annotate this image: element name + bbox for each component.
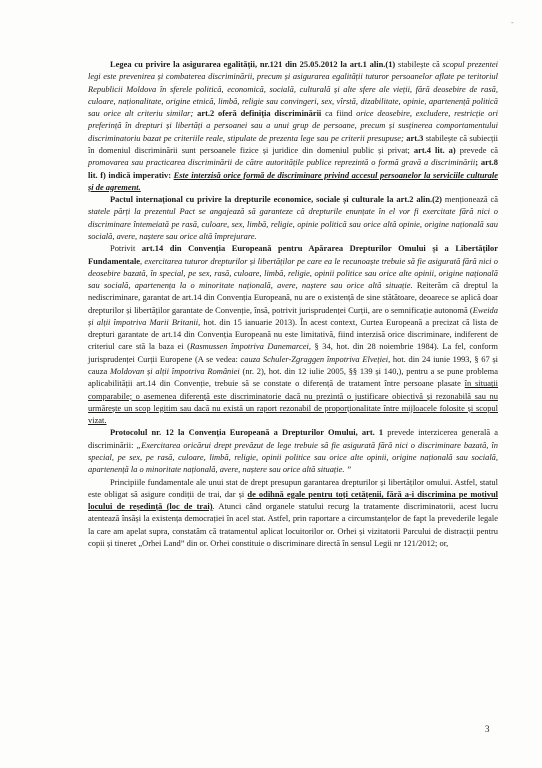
- emphasized-text: de odihnă egale pentru toți cetățenii, fără a-i discrimina pe motivul locului de reședință (loc de trai): [88, 488, 498, 512]
- article-reference: ; art.8 lit. f) indică imperativ:: [88, 157, 498, 180]
- case-name: Eweida și alții împotriva Marii Britanii: [88, 304, 498, 327]
- convention-reference: art.14 din Convenția Europeană pentru Apărarea Drepturilor Omului și a Libertăților Fundamentale: [88, 243, 498, 266]
- paragraph-fundamental-principles: [88, 476, 498, 550]
- case-name: Moldovan și alții împotriva României: [109, 366, 240, 377]
- protocol-reference: Protocolul nr. 12 la Convenția Europeană a Drepturilor Omului, art. 1: [110, 427, 384, 438]
- paragraph-equality-law: [88, 58, 498, 193]
- text: prevede interzicerea generală a discriminării:: [88, 427, 499, 450]
- text: Principiile fundamentale ale unui stat de drept presupun garantarea drepturilor și libertăților omului. Astfel, statul este obligat să asigure condiții de trai, dar și: [88, 476, 498, 499]
- text: prevede că: [455, 144, 498, 155]
- case-name: Rasmussen împotriva Danemarcei: [189, 341, 309, 352]
- article-reference: art.3: [403, 132, 424, 143]
- case-name: cauza Schuler-Zgraggen împotriva Elveției: [240, 353, 389, 364]
- text: , § 34, hot. din 28 noiembrie 1984). La fel, conform jurisprudenței Curții Europene (A se vedea:: [88, 341, 498, 364]
- text: ,: [140, 255, 145, 266]
- page-number: 3: [485, 724, 490, 734]
- text: stabilește că: [395, 59, 443, 69]
- document-body: [88, 58, 498, 549]
- text: Reiterăm că dreptul la nediscriminare, garantat de art.14 din Convenția Europeană, nu are o existență de sine stătătoare, deoarece se aplică doar drepturilor și libertăților garantate de Convenție, însă, potrivit jurisprudenței Curții, are o semnificație autonomă (: [88, 280, 498, 315]
- text: , hot. din 15 ianuarie 2013). În acest context, Curtea Europeană a precizat că lista de drepturi garantate de art.14 din Convenția Europeană nu este limitativă, fiind interzisă orice discriminare, indiferent de criteriul care stă la baza ei (: [88, 316, 498, 352]
- text: . Atunci când organele statului recurg la tratamente discriminatorii, acest lucru atentează însăși la existența democrației în acel stat. Astfel, prin raportare a circumstanțelor de fapt la prevederile legale la care am apelat supra, constatăm că tratamentul aplicat locuitorilor or. Orhei și vizitatorii Parcului de distracții pentru copii și tineret „Orhei Land” din or. Orhei constituie o discriminare directă în sensul Legii nr 121/2012; or,: [88, 501, 498, 548]
- quote: scopul prezentei legi este prevenirea și combaterea discriminării, precum și asigurarea egalității tuturor persoanelor aflate pe teritoriul Republicii Moldova în sferele politică, economică, socială, culturală și alte sfere ale vieții, fără deosebire de rasă, culoare, naționalitate, origine etnică, limbă, religie sau convingeri, sex, vîrstă, dizabilitate, opinie, apartenență politică sau orice alt criteriu similar;: [88, 59, 498, 119]
- corner-mark: -: [511, 18, 514, 27]
- text: stabilește că subiecții în domeniul discriminării sunt persoanele fizice și juridice din domeniul public și privat;: [88, 132, 498, 155]
- pact-reference: Pactul internațional cu privire la drepturile economice, sociale și culturale la art.2 alin.(2): [110, 194, 442, 205]
- text: menționează că: [441, 194, 499, 205]
- text: Potrivit: [110, 243, 142, 254]
- paragraph-protocol-12: [88, 426, 498, 475]
- quote: exercitarea tuturor drepturilor și libertăților pe care ea le recunoaște trebuie să fie asigurată fără nici o deosebire bazată, în special, pe sex, rasă, culoare, limbă, religie, opinii politice sau orice alte opinii, origine națională sau socială, apartenența la o minoritate națională, avere, naștere sau orice altă situație.: [88, 255, 499, 291]
- law-reference: Legea cu privire la asigurarea egalității, nr.121 din 25.05.2012 la art.1 alin.(1): [110, 59, 396, 69]
- quote: statele părți la prezentul Pact se angajează să garanteze că drepturile enunțate în el vor fi exercitate fără nici o discriminare întemeiată pe rasă, culoare, sex, limbă, religie, opinie politică sau orice altă opinie, origine națională sau socială, avere, naștere sau orice altă împrejurare.: [88, 206, 498, 241]
- underlined-text: în situații comparabile; o asemenea diferență este discriminatorie dacă nu prezintă o justificare obiectivă și rezonabilă sau nu urmărește un scop legitim sau dacă nu există un raport rezonabil de proporționalitate între mijloacele folosite și scopul vizat.: [88, 378, 498, 426]
- quote: orice deosebire, excludere, restricție ori preferință în drepturi și libertăți a persoanei sau a unui grup de persoane, precum și susținerea comportamentului discriminatoriu bazat pe criteriile reale, stipulate de prezenta lege sau pe criterii presupuse;: [88, 108, 498, 143]
- quote: promovarea sau practicarea discriminării de către autoritățile publice reprezintă o formă gravă a discriminării: [88, 157, 476, 168]
- article-reference: art.2 oferă definiția discriminării: [193, 108, 322, 119]
- text: ca fiind: [321, 108, 357, 119]
- text: , hot. din 24 iunie 1993, § 67 și cauza: [88, 353, 498, 377]
- quote: „Exercitarea oricărui drept prevăzut de lege trebuie să fie asigurată fără nici o discriminare bazată, în special, pe sex, pe rasă, culoare, limbă, religie, opinii politice sau orice alte opinii, origine națională sau socială, apartenență la o minoritate națională, avere, naștere sau orice altă situație. ”: [88, 439, 498, 475]
- article-reference: art.4 lit. a): [409, 144, 456, 155]
- emphasized-quote: Este interzisă orice formă de discriminare privind accesul persoanelor la serviciile culturale și de agrement.: [88, 169, 498, 192]
- paragraph-echr-article-14: [88, 242, 498, 426]
- paragraph-international-pact: [88, 193, 498, 242]
- text: (nr. 2), hot. din 12 iulie 2005, §§ 139 și 140,), pentru a se pune problema aplicabilității art.14 din Convenție, trebuie să se constate o diferență de tratament între persoane plasate: [88, 366, 498, 389]
